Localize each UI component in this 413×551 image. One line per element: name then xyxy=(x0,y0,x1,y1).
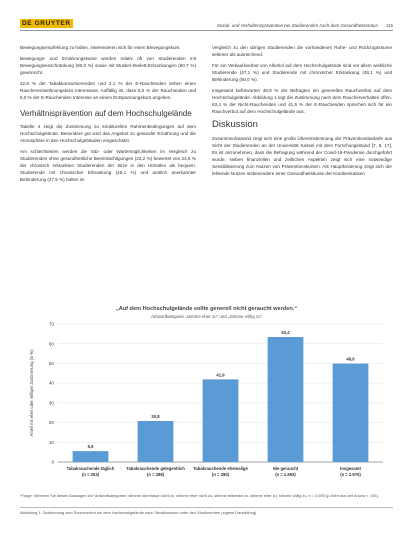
bar xyxy=(73,451,109,462)
bar-chart xyxy=(20,306,393,488)
bar-value-label: 20,8 xyxy=(151,413,160,419)
running-title-group xyxy=(217,23,393,28)
page-number: 115 xyxy=(385,23,393,28)
x-tick-label: Nie geraucht xyxy=(272,466,299,471)
bar xyxy=(138,421,174,462)
y-tick-label: 10 xyxy=(48,439,54,445)
bar-value-label: 5,5 xyxy=(87,444,94,450)
section-heading: Verhältnisprävention auf dem Hochschulgelände xyxy=(20,109,192,118)
chart-title: „Auf dem Hochschulgelände sollte generell nicht geraucht werden.“ xyxy=(115,306,298,312)
bar-value-label: 49,9 xyxy=(346,356,355,362)
x-tick-n-label: (n = 253) xyxy=(81,472,100,477)
x-tick-label: Tabakrauchende täglich xyxy=(66,466,115,471)
paragraph: Insgesamt befürworten 49,9 % der Befragten ein generelles Rauchverbot auf dem Hochschulgelände. Abbildung 1 legt die Zustimmung nach dem Raucherverhalten offen. 63,4 % der Nicht-Rauchenden und 41,9 % der E-Rauchenden sprechen sich für ein Rauchverbot auf dem Hochschulgelände aus. xyxy=(212,88,392,114)
chart-subtitle: Antwortkategorie „stimme eher zu“ und „stimme völlig zu“ xyxy=(150,314,263,319)
paragraph: Bewegungsempfehlung zu halten, interessieren sich für einen Bewegungskurs. xyxy=(20,45,181,50)
x-tick-n-label: (n = 2.975) xyxy=(340,472,361,477)
section-heading-discussion: Diskussion xyxy=(212,119,258,130)
x-tick-label: Tabakrauchende ehemalige xyxy=(193,466,248,471)
chart-plot xyxy=(20,320,393,488)
y-tick-label: 0 xyxy=(51,459,54,465)
y-tick-label: 40 xyxy=(48,380,54,386)
bar xyxy=(268,337,304,462)
running-title: Sozial- und Verhaltensprävention bei Studierenden nach dem Gesundheitsstatus xyxy=(216,23,378,28)
bar xyxy=(203,379,239,462)
x-tick-label: Insgesamt xyxy=(340,466,361,471)
y-tick-label: 30 xyxy=(48,400,54,406)
x-tick-n-label: (n = 1.693) xyxy=(275,472,296,477)
figure-caption: Abbildung 1: Zustimmung zum Rauchverbot auf dem Hochschulgelände nach Tabakkonsum unter den Studierenden (eigene Darstellung). xyxy=(20,507,393,515)
bar-value-label: 63,4 xyxy=(281,330,290,336)
y-tick-label: 20 xyxy=(48,420,54,426)
paragraph: Vergleich zu den übrigen Studierenden die vorhandenen Ruhe- und Rückzugsräume seltener als ausreichend. xyxy=(212,45,392,57)
paragraph: Am schlechtesten werden die Sitz- oder Wartemöglichkeiten im Vergleich zu Studierenden ohne gesundheitliche Beeinträchtigungen (22,2 %) bewertet von 24,5 % der chronisch erkrankten Studierenden der Sitze in den Hörsälen als bequem. Studierende mit chronischer Erkrankung (45,1 %) und amtlich anerkannter Behinderung (47,5 %) halten im xyxy=(20,149,196,182)
y-tick-label: 50 xyxy=(48,361,54,367)
right-column xyxy=(212,44,392,181)
paragraph: Tabelle 4 zeigt die Zustimmung zu strukturellen Rahmenbedingungen auf dem Hochschulgelände. Besonders gut wird das Angebot zu gesunder Ernährung und die Atmosphäre in den Hochschulgebäuden eingeschätzt. xyxy=(20,124,196,143)
bar xyxy=(333,364,369,462)
paragraph: Bewegungs- und Ernährungskurse werden relativ oft von Studierenden mit Bewegungseinschränkung (60,0 %) sowie mit Muskel-Skelett-Erkrankungen (60,7 %) gewünscht. xyxy=(20,56,196,75)
x-tick-n-label: (n = 280) xyxy=(211,472,230,477)
paragraph: Zusammenfassend zeigt sich eine große Übereinstimmung der Präventionsbedarfe aus Sicht der Studierenden an der Universität Kassel mit dem Forschungsstand [7, 8, 17], Es ist anzunehmen, dass die Befragung während der Covid-19-Pandemie durchgeführt wurde. Neben finanziellen und zeitlichen Aspekten zeigt sich eine notwendige Sensibilisierung zum Nutzen von Präventionskursen. Als Hauptforderung zeigt sich der fehlende Nutzen insbesondere einer Gesundheitskurse der Krankenkassen xyxy=(212,136,392,176)
paragraph: 22,8 % der Tabakkonsumierenden und 2,1 % der E-Rauchenden sehen einen Raucherentwöhnungskurs interessant. Auffällig ist, dass 5,0 % der Rauchenden und 6,0 % der E-Rauchenden Interesse an einem Entspannungskurs angeben. xyxy=(20,81,196,100)
publisher-logo: DE GRUYTER xyxy=(22,20,71,27)
y-tick-label: 60 xyxy=(48,341,54,347)
left-column xyxy=(20,44,196,187)
y-axis-label: Anteil mit eher oder völliger Zustimmung (in %) xyxy=(29,349,34,437)
x-tick-label: Tabakrauchende gelegentlich xyxy=(126,466,185,471)
running-header xyxy=(20,14,393,31)
bar-value-label: 41,9 xyxy=(216,372,225,378)
chart-footnote: *Frage: Stimmen Sie diesen Aussagen zu? Antwortkategorien: stimme überhaupt nicht zu, stimme eher nicht zu, stimme teilweise zu, stimme eher zu, stimme völlig zu; n = 3.693 (p-Wert aus der Anova < ,001). xyxy=(20,493,380,498)
y-tick-label: 70 xyxy=(48,321,54,327)
x-tick-n-label: (n = 288) xyxy=(146,472,165,477)
paragraph: Für ein Verkaufsverbot von Alkohol auf dem Hochschulgelände sind vor allem weibliche Studierende (47,1 %) und Studierende mit chronischer Erkrankung (48,1 %) und Behinderung (50,0 %). xyxy=(212,63,392,82)
